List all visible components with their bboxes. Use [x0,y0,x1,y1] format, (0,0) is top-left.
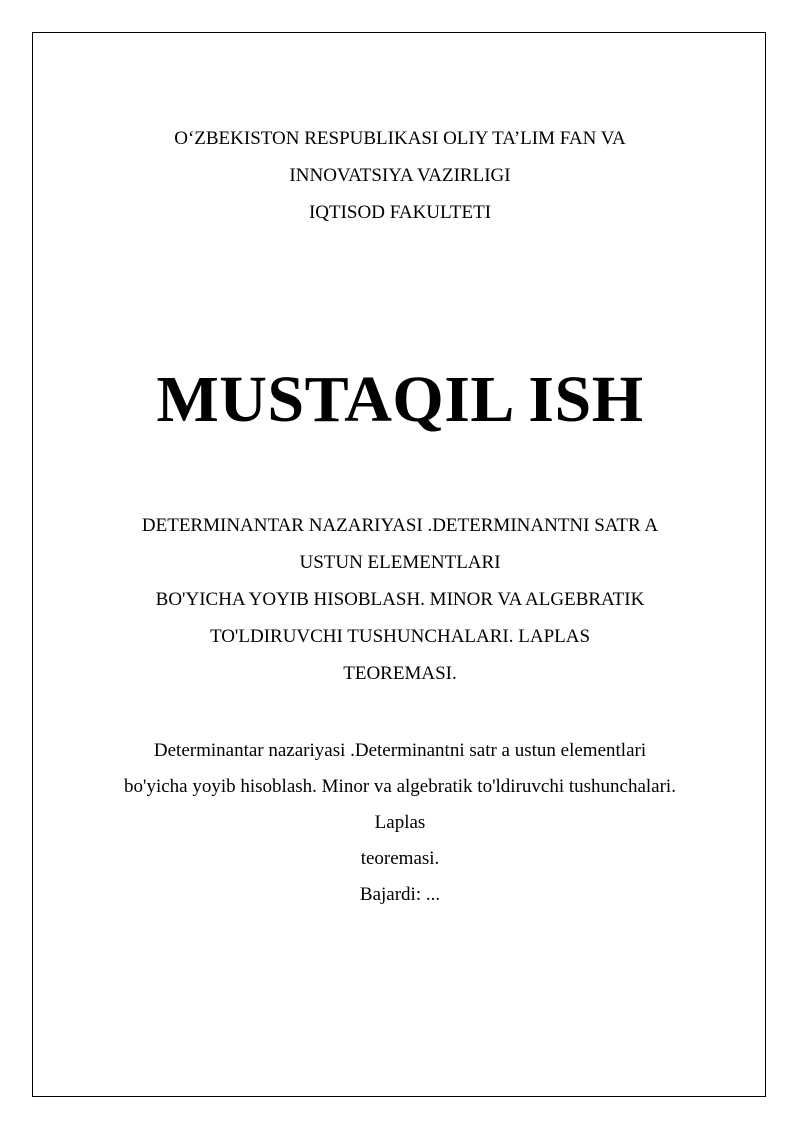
topic-line-1: DETERMINANTAR NAZARIYASI .DETERMINANTNI SATR A [141,515,659,536]
description-line-3: Laplas [374,812,426,833]
topic-line-4: TO'LDIRUVCHI TUSHUNCHALARI. LAPLAS [209,626,591,647]
description-line-4: teoremasi. [360,848,440,869]
ministry-header [0,120,800,231]
document-title: MUSTAQIL ISH [156,363,644,436]
author-line: Bajardi: ... [359,884,441,905]
topic-description [0,733,800,913]
description-line-1: Determinantar nazariyasi .Determinantni satr a ustun elementlari [153,740,647,761]
description-line-2: bo'yicha yoyib hisoblash. Minor va algebratik to'ldiruvchi tushunchalari. [124,776,676,797]
topic-line-5: TEOREMASI. [343,663,457,684]
header-line-1: O‘ZBEKISTON RESPUBLIKASI OLIY TA’LIM FAN VA [174,128,626,149]
topic-line-2: USTUN ELEMENTLARI [299,552,501,573]
topic-line-3: BO'YICHA YOYIB HISOBLASH. MINOR VA ALGEBRATIK [155,589,645,610]
header-line-3: IQTISOD FAKULTETI [308,202,492,223]
topic-heading [0,507,800,692]
header-line-2: INNOVATSIYA VAZIRLIGI [289,165,511,186]
